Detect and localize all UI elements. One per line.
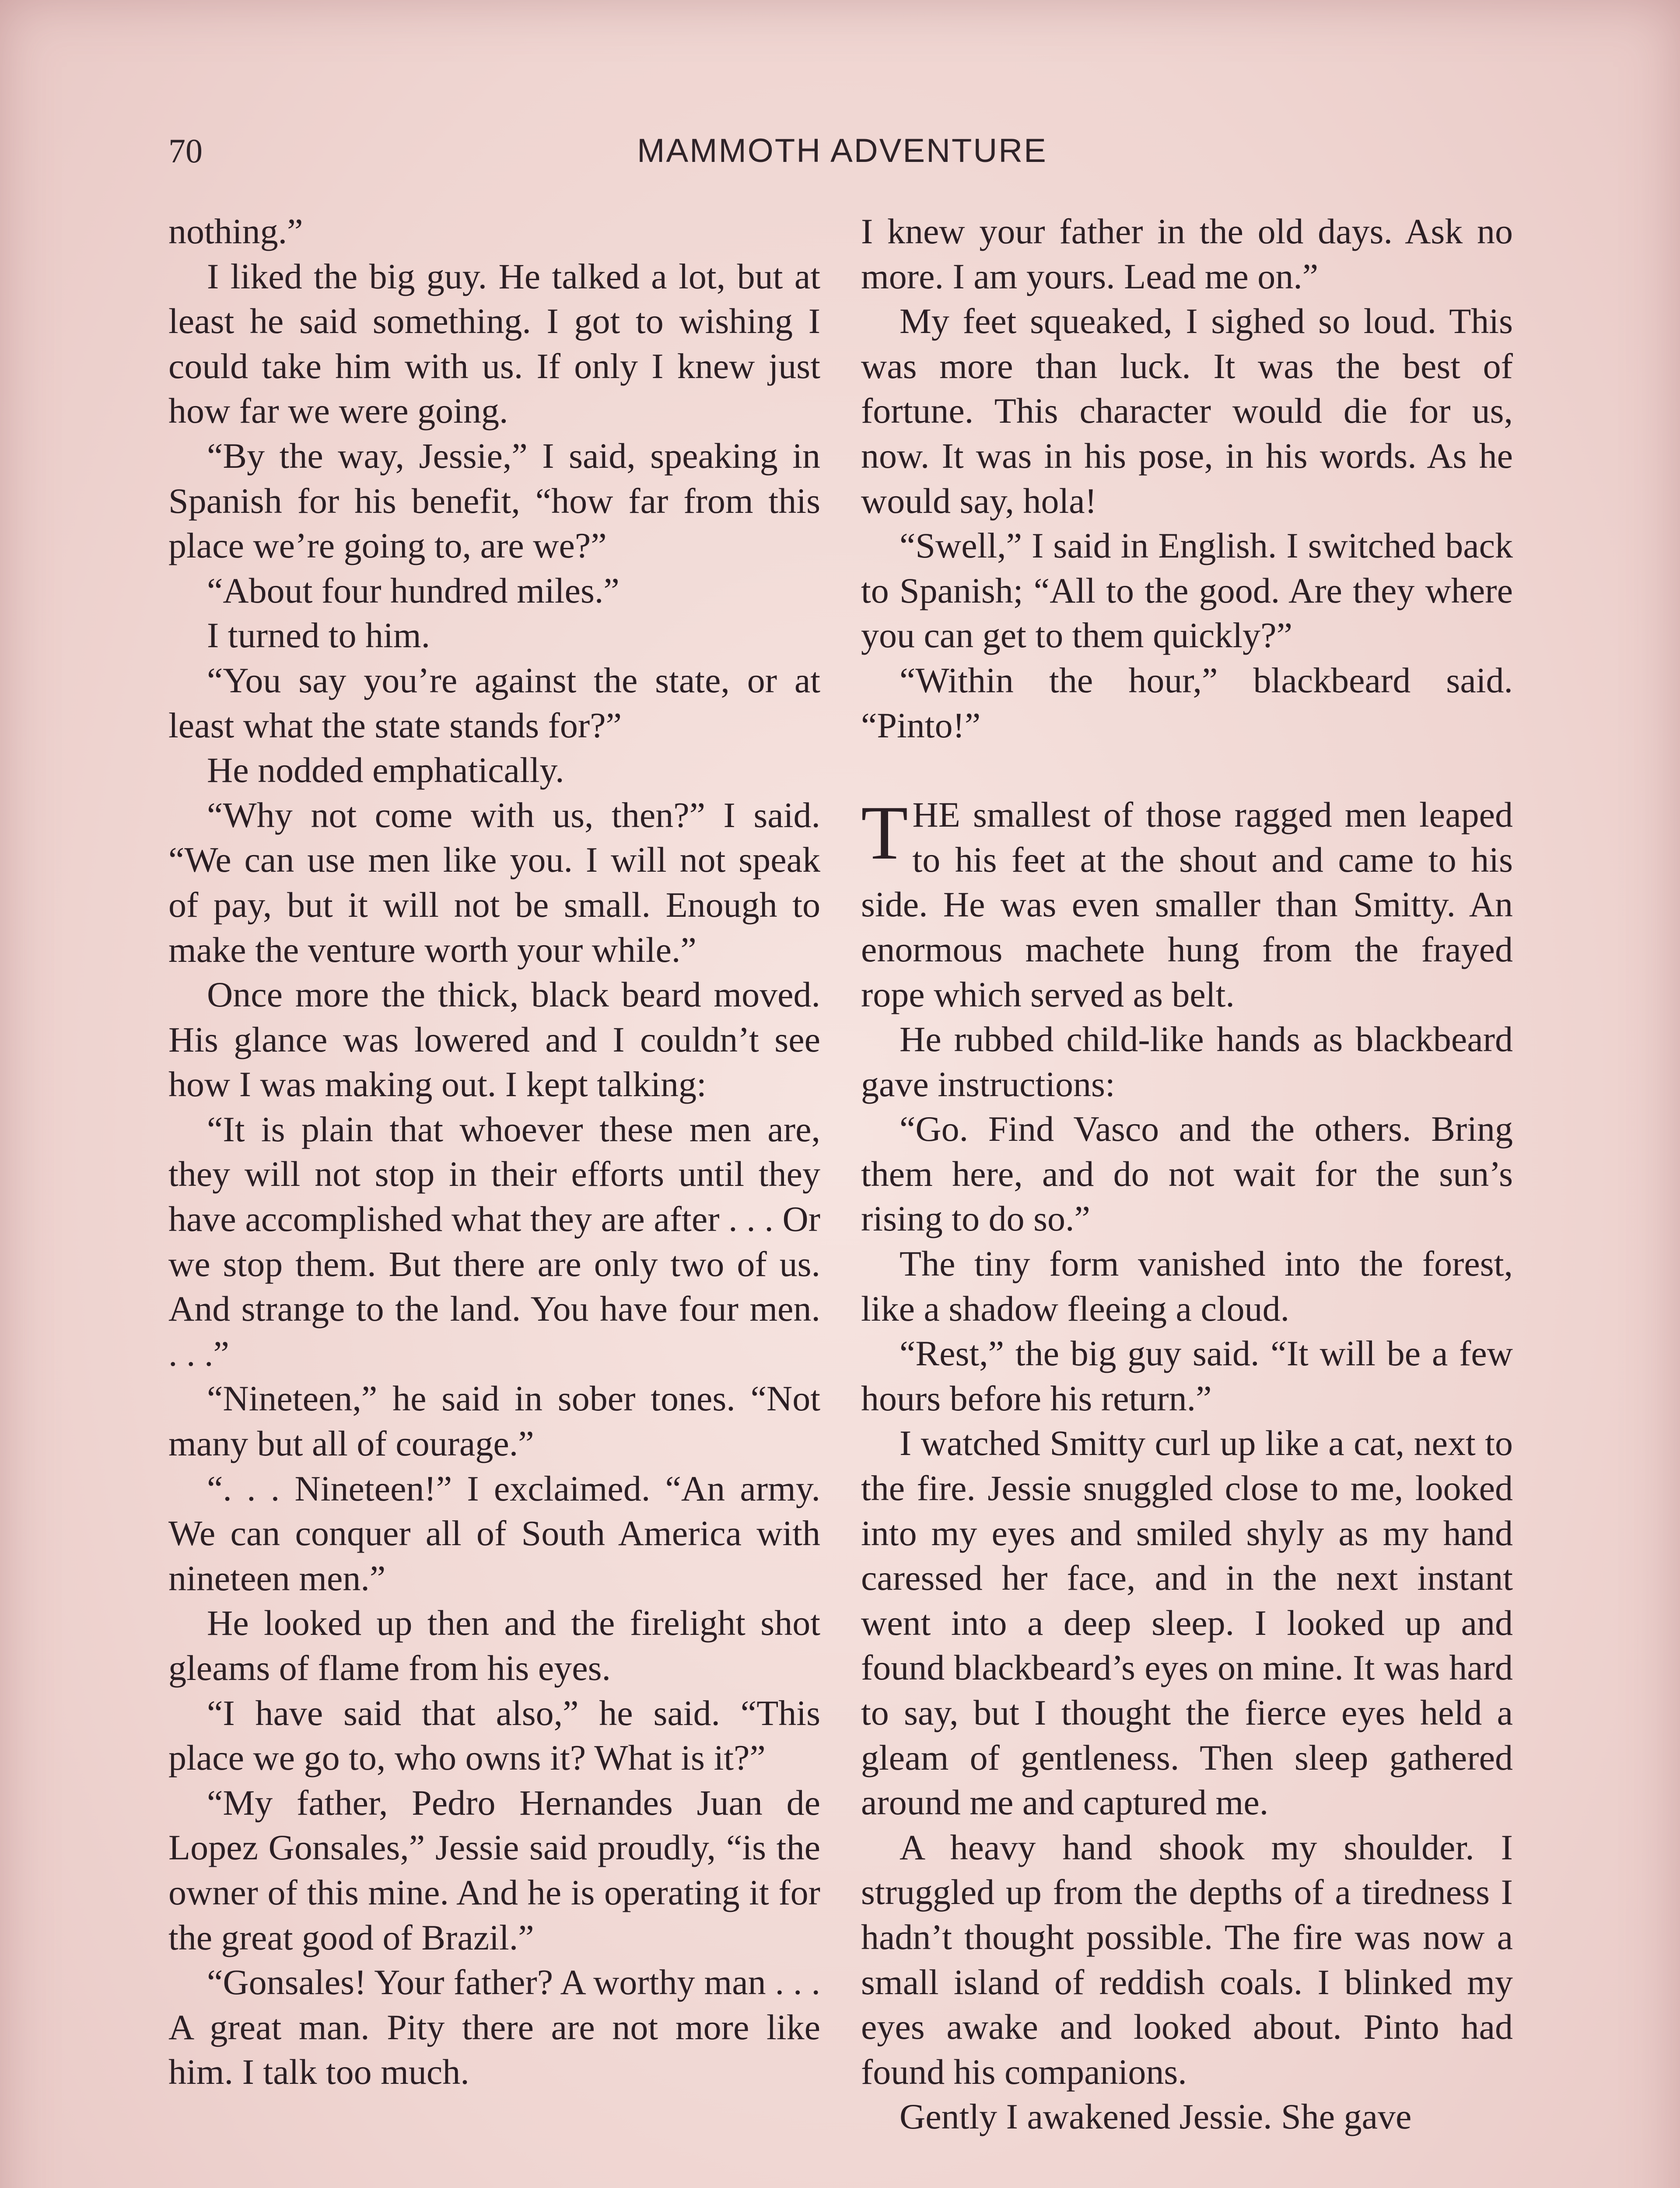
paragraph: Once more the thick, black beard moved. His glance was lowered and I couldn’t see how I was making out. I kept talking:	[168, 975, 820, 1105]
paragraph: “You say you’re against the state, or at least what the state stands for?”	[168, 660, 820, 745]
paragraph: He nodded emphatically.	[207, 750, 564, 790]
paragraph: I liked the big guy. He talked a lot, but at least he said something. I got to wishing I could take him with us. If only I knew just how far we were going.	[168, 256, 820, 431]
running-title: MAMMOTH ADVENTURE	[637, 132, 1047, 169]
right-column-top	[861, 209, 1513, 748]
paragraph: He rubbed child-like hands as blackbeard gave instructions:	[861, 1019, 1513, 1104]
page-number: 70	[168, 132, 203, 170]
paragraph: “Why not come with us, then?” I said. “We can use men like you. I will not speak of pay, but it will not be small. Enough to make the venture worth your while.”	[168, 795, 820, 970]
paragraph: “Rest,” the big guy said. “It will be a few hours before his return.”	[861, 1333, 1513, 1418]
paragraph: I watched Smitty curl up like a cat, next to the fire. Jessie snuggled close to me, looked into my eyes and smiled shyly as my hand caressed her face, and in the next instant went into a deep sleep. I looked up and found blackbeard’s eyes on mine. It was hard to say, but I thought the fierce eyes held a gleam of gentleness. Then sleep gathered around me and captured me.	[861, 1423, 1513, 1823]
paragraph: “. . . Nineteen!” I exclaimed. “An army. We can conquer all of South America with nineteen men.”	[168, 1468, 820, 1598]
paragraph: “Swell,” I said in English. I switched back to Spanish; “All to the good. Are they where you can get to them quickly?”	[861, 526, 1513, 656]
paragraph: My feet squeaked, I sighed so loud. This was more than luck. It was the best of fortune. This character would die for us, now. It was in his pose, in his words. As he would say, hola!	[861, 301, 1513, 521]
drop-cap-paragraph-text: HE smallest of those ragged men leaped to his feet at the shout and came to his side. He was even smaller than Smitty. An enormous machete hung from the frayed rope which served as belt.	[861, 795, 1513, 1014]
paragraph: I turned to him.	[207, 615, 430, 656]
paragraph: “By the way, Jessie,” I said, speaking in Spanish for his benefit, “how far from this place we’re going to, are we?”	[168, 435, 820, 566]
paragraph: He looked up then and the firelight shot gleams of flame from his eyes.	[168, 1603, 820, 1688]
paragraph: The tiny form vanished into the forest, like a shadow fleeing a cloud.	[861, 1244, 1513, 1329]
paragraph: “My father, Pedro Hernandes Juan de Lopez Gonsales,” Jessie said proudly, “is the owner of this mine. And he is operating it for the great good of Brazil.”	[168, 1782, 820, 1957]
paragraph: “Nineteen,” he said in sober tones. “Not many but all of courage.”	[168, 1378, 820, 1464]
paragraph: “About four hundred miles.”	[207, 570, 620, 610]
paragraph: “I have said that also,” he said. “This place we go to, who owns it? What is it?”	[168, 1693, 820, 1778]
paragraph: A heavy hand shook my shoulder. I struggled up from the depths of a tiredness I hadn’t thought possible. The fire was now a small island of reddish coals. I blinked my eyes awake and looked about. Pinto had found his companions.	[861, 1827, 1513, 2092]
paragraph: “Go. Find Vasco and the others. Bring them here, and do not wait for the sun’s rising to do so.”	[861, 1109, 1513, 1239]
paragraph: “It is plain that whoever these men are, they will not stop in their efforts until they have accomplished what they are after . . . Or we stop them. But there are only two of us. And strange to the land. You have four men. . . .”	[168, 1109, 820, 1374]
paragraph: I knew your father in the old days. Ask no more. I am yours. Lead me on.”	[861, 211, 1513, 296]
paragraph: nothing.”	[168, 211, 303, 251]
paragraph: “Within the hour,” blackbeard said. “Pinto!”	[861, 660, 1513, 745]
right-column-bottom	[861, 1017, 1513, 2139]
paragraph: Gently I awakened Jessie. She gave	[900, 2097, 1412, 2137]
left-text-column	[168, 209, 820, 2095]
drop-cap-initial: T	[861, 790, 908, 876]
section-break	[861, 748, 1513, 792]
right-text-column	[861, 209, 1513, 2139]
paragraph: “Gonsales! Your father? A worthy man . . . A great man. Pity there are not more like him. I talk too much.	[168, 1962, 820, 2092]
page-header	[168, 127, 1516, 175]
drop-cap-paragraph	[861, 792, 1513, 1017]
